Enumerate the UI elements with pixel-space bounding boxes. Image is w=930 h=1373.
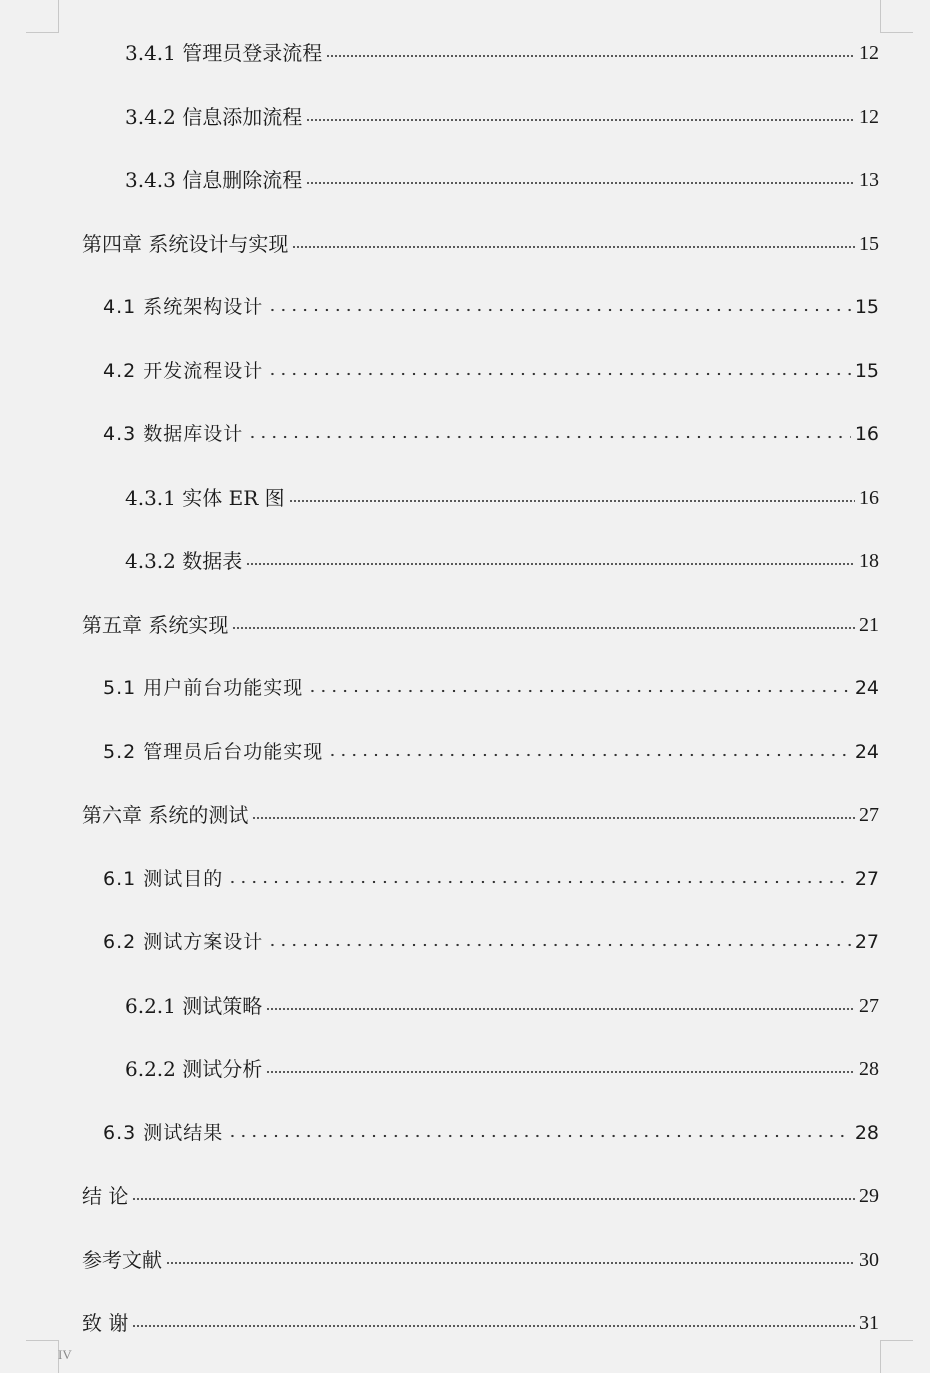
toc-entry-title: 4.3.2 数据表 [125,549,243,573]
crop-mark-bottom-left [26,1340,59,1373]
toc-entry[interactable] [103,418,879,446]
toc-entry-page-number: 15 [854,360,879,382]
toc-entry-title: 参考文献 [82,1248,162,1272]
toc-entry-title: 3.4.2 信息添加流程 [125,105,303,129]
toc-entry-title: 5.2 管理员后台功能实现 [103,741,324,763]
toc-entry-page-number: 27 [854,868,879,890]
toc-entry-title: 3.4.1 管理员登录流程 [125,41,323,65]
toc-dot-leader [289,498,855,504]
toc-entry-page-number: 31 [859,1312,879,1334]
toc-entry[interactable] [125,164,879,192]
toc-dot-leader [246,561,855,567]
toc-entry-page-number: 12 [859,42,879,64]
toc-entry-page-number: 30 [859,1249,879,1271]
toc-dot-leader [247,434,851,440]
toc-entry-page-number: 16 [859,487,879,509]
toc-entry[interactable] [125,990,879,1018]
toc-entry-page-number: 29 [859,1185,879,1207]
crop-mark-bottom-right [880,1340,913,1373]
toc-dot-leader [266,1069,855,1075]
toc-entry[interactable] [125,101,879,129]
toc-entry-page-number: 27 [854,931,879,953]
crop-mark-top-left [26,0,59,33]
toc-entry-page-number: 27 [859,995,879,1017]
toc-entry-title: 6.3 测试结果 [103,1122,224,1144]
toc-entry-page-number: 28 [859,1058,879,1080]
toc-entry[interactable] [103,672,879,700]
toc-entry[interactable] [103,926,879,954]
toc-dot-leader [306,180,855,186]
toc-dot-leader [227,879,851,885]
toc-dot-leader [327,752,851,758]
toc-entry-title: 6.2 测试方案设计 [103,931,264,953]
toc-entry[interactable] [125,545,879,573]
toc-entry-title: 4.1 系统架构设计 [103,296,264,318]
toc-entry-title: 第五章 系统实现 [82,613,229,637]
toc-dot-leader [292,244,855,250]
toc-entry[interactable] [82,799,879,827]
toc-entry-page-number: 13 [859,169,879,191]
toc-entry-title: 6.2.2 测试分析 [125,1057,263,1081]
toc-entry[interactable] [103,355,879,383]
toc-entry-page-number: 24 [854,741,879,763]
toc-dot-leader [267,942,851,948]
toc-entry-title: 6.2.1 测试策略 [125,994,263,1018]
toc-entry-page-number: 16 [854,423,879,445]
toc-entry[interactable] [125,1053,879,1081]
toc-entry-title: 4.2 开发流程设计 [103,360,264,382]
toc-entry[interactable] [125,37,879,65]
toc-dot-leader [266,1006,855,1012]
toc-entry-page-number: 27 [859,804,879,826]
toc-dot-leader [267,307,851,313]
page-number-footer: IV [58,1347,72,1362]
toc-entry-page-number: 21 [859,614,879,636]
toc-dot-leader [132,1323,855,1329]
toc-entry[interactable] [103,1117,879,1145]
toc-entry[interactable] [103,291,879,319]
toc-entry[interactable] [82,1307,879,1335]
toc-entry-title: 结 论 [82,1184,129,1208]
toc-dot-leader [132,1196,855,1202]
toc-entry[interactable] [82,228,879,256]
toc-entry-title: 致 谢 [82,1311,129,1335]
toc-entry-page-number: 12 [859,106,879,128]
toc-entry-title: 4.3.1 实体 ER 图 [125,486,285,510]
toc-dot-leader [267,371,851,377]
toc-dot-leader [227,1133,851,1139]
toc-entry-page-number: 15 [854,296,879,318]
toc-dot-leader [252,815,855,821]
toc-entry-title: 4.3 数据库设计 [103,423,244,445]
toc-entry-title: 第六章 系统的测试 [82,803,249,827]
toc-entry-title: 5.1 用户前台功能实现 [103,677,304,699]
toc-entry-title: 6.1 测试目的 [103,868,224,890]
toc-dot-leader [326,53,855,59]
crop-mark-top-right [880,0,913,33]
toc-entry-page-number: 15 [859,233,879,255]
toc-entry[interactable] [82,1180,879,1208]
toc-dot-leader [166,1260,855,1266]
toc-dot-leader [307,688,851,694]
toc-dot-leader [232,625,855,631]
toc-entry[interactable] [103,736,879,764]
toc-entry-title: 第四章 系统设计与实现 [82,232,289,256]
toc-entry-title: 3.4.3 信息删除流程 [125,168,303,192]
toc-entry[interactable] [125,482,879,510]
toc-entry-page-number: 28 [854,1122,879,1144]
toc-entry[interactable] [82,609,879,637]
toc-entry-page-number: 18 [859,550,879,572]
toc-entry-page-number: 24 [854,677,879,699]
toc-entry[interactable] [103,863,879,891]
toc-dot-leader [306,117,855,123]
toc-entry[interactable] [82,1244,879,1272]
